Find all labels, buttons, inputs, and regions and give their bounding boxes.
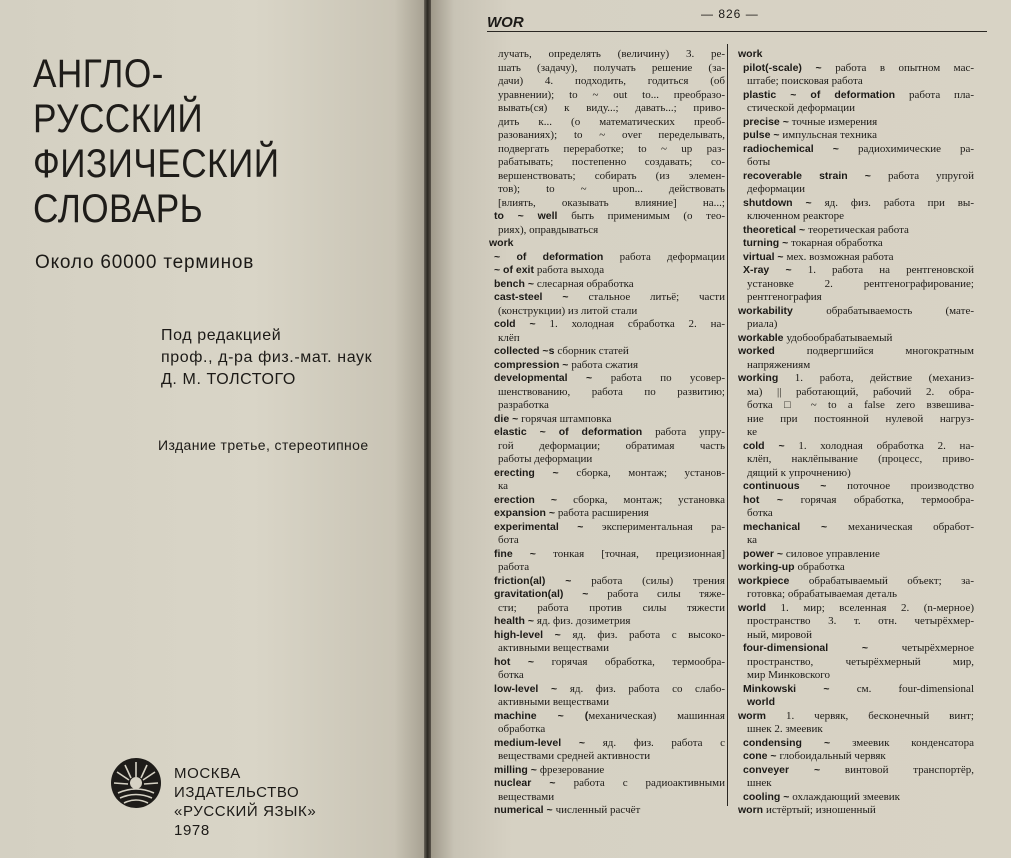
dictionary-line: [влиять, оказывать влияние] на...; [498,196,725,209]
dictionary-line: обработка [498,723,546,735]
dictionary-line: compression ~ работа сжатия [494,358,639,371]
dictionary-page [431,0,1011,858]
dictionary-line: gravitation(al) ~ работа силы тяже- [494,588,725,600]
header-rule [487,31,987,32]
book-title-line: РУССКИЙ [33,97,204,141]
dictionary-line: ка [747,534,758,546]
term-count-subtitle: Около 60000 терминов [35,252,255,273]
dictionary-column-left [489,48,725,818]
dictionary-line: cold ~ 1. холодная обработка 2. на- [743,439,974,452]
dictionary-line: radiochemical ~ радиохимические ра- [743,142,974,155]
dictionary-line: работа [498,561,530,573]
book-spine [424,0,431,858]
dictionary-line: turning ~ токарная обработка [743,237,883,249]
dictionary-line: веществами [498,790,555,803]
dictionary-line: high-level ~ яд. физ. работа с высоко- [494,628,725,641]
dictionary-line: ключенном реакторе [747,210,844,222]
dictionary-line: ка [498,480,509,492]
dictionary-line: дящий к упрочнению) [747,466,851,479]
dictionary-line: шнек [747,777,772,789]
dictionary-line: to ~ well быть применимым (о тео- [494,210,725,222]
dictionary-line: вершенствовать; собирать (из элемен- [498,169,725,182]
dictionary-line: numerical ~ численный расчёт [494,804,641,816]
dictionary-line: pulse ~ импульсная техника [743,129,877,141]
dictionary-line: virtual ~ мех. возможная работа [743,250,894,263]
dictionary-line: hot ~ горячая обработка, термообра- [494,655,725,668]
dictionary-line: лучать, определять (величину) 3. ре- [498,48,725,60]
dictionary-line: ние при постоянной нулевой нагруз- [747,412,974,425]
dictionary-line: developmental ~ работа по усовер- [494,372,725,384]
dictionary-line: сти; работа против силы тяжести [498,601,725,614]
dictionary-line: ма) || работающий, рабочий 2. обра- [747,385,974,398]
publisher-logo-icon [110,757,162,809]
dictionary-line: шать (задачу), получать решение (за- [498,61,725,74]
book-title-line: СЛОВАРЬ [33,187,204,231]
dictionary-line: working 1. работа, действие (механиз- [738,372,974,384]
dictionary-line: активными веществами [498,696,609,708]
dictionary-line: recoverable strain ~ работа упругой [743,169,974,182]
dictionary-line: ботка [498,669,524,681]
dictionary-line: four-dimensional ~ четырёхмерное [743,642,974,654]
dictionary-line: работы деформации [498,453,593,465]
dictionary-column-right [738,48,974,818]
dictionary-line: риала) [747,318,778,330]
dictionary-line: theoretical ~ теоретическая работа [743,223,909,236]
dictionary-line: experimental ~ экспериментальная ра- [494,520,725,533]
dictionary-line: medium-level ~ яд. физ. работа с [494,736,725,749]
dictionary-line: world 1. мир; вселенная 2. (n-мерное) [738,601,974,614]
dictionary-line: клёп [498,331,520,344]
publication-year: 1978 [174,822,210,839]
dictionary-line: подвергать переработке; to ~ up раз- [498,142,725,155]
dictionary-line: precise ~ точные измерения [743,115,878,128]
column-divider [727,44,728,806]
dictionary-line: nuclear ~ работа с радиоактивными [494,777,725,789]
dictionary-line: уравнении); to ~ out to... преобразо- [498,88,725,101]
dictionary-line: plastic ~ of deformation работа пла- [743,88,974,101]
dictionary-line: веществами средней активности [498,750,651,762]
dictionary-line: health ~ яд. физ. дозиметрия [494,615,631,627]
running-head: WOR [487,14,524,31]
dictionary-line: power ~ силовое управление [743,547,880,560]
dictionary-line: активными веществами [498,642,609,654]
dictionary-line: боты [747,156,771,168]
dictionary-line: erecting ~ сборка, монтаж; установ- [494,466,725,479]
dictionary-line: workability обрабатываемость (мате- [738,304,974,317]
dictionary-line: cone ~ глобоидальный червяк [743,750,886,762]
editor-line: Под редакцией [161,327,282,344]
dictionary-line: shutdown ~ яд. физ. работа при вы- [743,196,974,209]
publisher-name: «РУССКИЙ ЯЗЫК» [174,803,317,820]
dictionary-line: (конструкции) из литой стали [498,304,638,317]
dictionary-line: рентгенография [747,291,822,303]
dictionary-line: бота [498,534,519,546]
dictionary-line: установке 2. рентгенографирование; [747,277,974,290]
dictionary-line: workpiece обрабатываемый объект; за- [738,574,974,587]
dictionary-line: тов); to ~ upon... действовать [498,183,725,195]
dictionary-line: штабе; поисковая работа [747,75,863,87]
book-title-line: АНГЛО- [33,52,164,96]
dictionary-line: рабатывать; постепенно создавать; со- [498,156,725,168]
dictionary-line: hot ~ горячая обработка, термообра- [743,493,974,506]
dictionary-line: мир Минковского [747,669,830,681]
dictionary-line: ный, мировой [747,628,813,641]
dictionary-line: готовка; обрабатываемая деталь [747,588,897,600]
dictionary-line: клёп, наклёпывание (процесс, приво- [747,453,974,465]
dictionary-line: ботка □ ~ to a false zero взвешива- [747,399,974,411]
dictionary-line: cooling ~ охлаждающий змеевик [743,790,901,803]
dictionary-line: expansion ~ работа расширения [494,507,649,519]
title-page [0,0,424,858]
dictionary-line: friction(al) ~ работа (силы) трения [494,574,725,587]
dictionary-line: ~ of exit работа выхода [494,264,605,276]
book-title-line: ФИЗИЧЕСКИЙ [33,142,280,186]
dictionary-line: erection ~ сборка, монтаж; установка [494,493,725,506]
dictionary-line: bench ~ слесарная обработка [494,277,634,290]
dictionary-line: деформации [747,183,806,195]
dictionary-line: machine ~ (механическая) машинная [494,709,725,722]
dictionary-line: working-up обработка [738,561,845,573]
dictionary-line: X-ray ~ 1. работа на рентгеновской [743,264,974,276]
dictionary-line: worked подвергшийся многократным [738,345,974,357]
dictionary-line: workable удобообрабатываемый [738,331,893,344]
dictionary-line: milling ~ фрезерование [494,763,605,776]
dictionary-line: риях), оправдываться [498,223,599,236]
dictionary-line: шенствованию, работа по развитию; [498,385,725,398]
dictionary-line: cast-steel ~ стальное литьё; части [494,291,725,303]
editor-line: проф., д-ра физ.-мат. наук [161,349,373,366]
dictionary-line: ке [747,426,757,438]
dictionary-line: collected ~s сборник статей [494,345,629,357]
dictionary-line: conveyer ~ винтовой транспортёр, [743,763,974,776]
dictionary-line: стической деформации [747,102,856,114]
dictionary-line: напряжениям [747,358,811,371]
dictionary-line: пространство 3. т. отн. четырёхмер- [747,615,974,627]
dictionary-line: пространство, четырёхмерный мир, [747,655,974,668]
dictionary-line: die ~ горячая штамповка [494,412,612,425]
dictionary-line: continuous ~ поточное производство [743,480,974,492]
dictionary-line: work [738,48,763,60]
dictionary-line: work [489,237,514,249]
editor-name: Д. М. ТОЛСТОГО [161,371,296,388]
dictionary-line: ботка [747,507,773,519]
dictionary-line: worn истёртый; изношенный [738,804,876,816]
dictionary-line: ~ of deformation работа деформации [494,250,725,263]
dictionary-line: fine ~ тонкая [точная, прецизионная] [494,547,725,560]
dictionary-line: world [747,696,775,708]
dictionary-line: разработка [498,399,549,411]
dictionary-line: low-level ~ яд. физ. работа со слабо- [494,682,725,695]
dictionary-line: pilot(-scale) ~ работа в опытном мас- [743,61,974,74]
page-number: — 826 — [701,7,759,21]
dictionary-line: condensing ~ змеевик конденсатора [743,736,974,749]
dictionary-line: worm 1. червяк, бесконечный винт; [738,709,974,722]
publisher-label: ИЗДАТЕЛЬСТВО [174,784,300,801]
dictionary-line: mechanical ~ механическая обработ- [743,520,974,533]
publisher-city: МОСКВА [174,765,241,782]
dictionary-line: elastic ~ of deformation работа упру- [494,426,725,438]
dictionary-line: cold ~ 1. холодная сбработка 2. на- [494,318,725,330]
dictionary-line: дачи) 4. подходить, годиться (об [498,75,725,87]
dictionary-line: шнек 2. змеевик [747,723,823,735]
dictionary-line: разованиях); to ~ over переделывать, [498,129,725,141]
dictionary-line: вывать(ся) к виду...; давать...; приво- [498,102,725,114]
dictionary-line: дить к... (о математических преоб- [498,115,725,128]
dictionary-line: гой деформации; обратимая часть [498,439,725,452]
dictionary-line: Minkowski ~ см. four-dimensional [743,682,974,695]
edition-note: Издание третье, стереотипное [158,437,369,453]
